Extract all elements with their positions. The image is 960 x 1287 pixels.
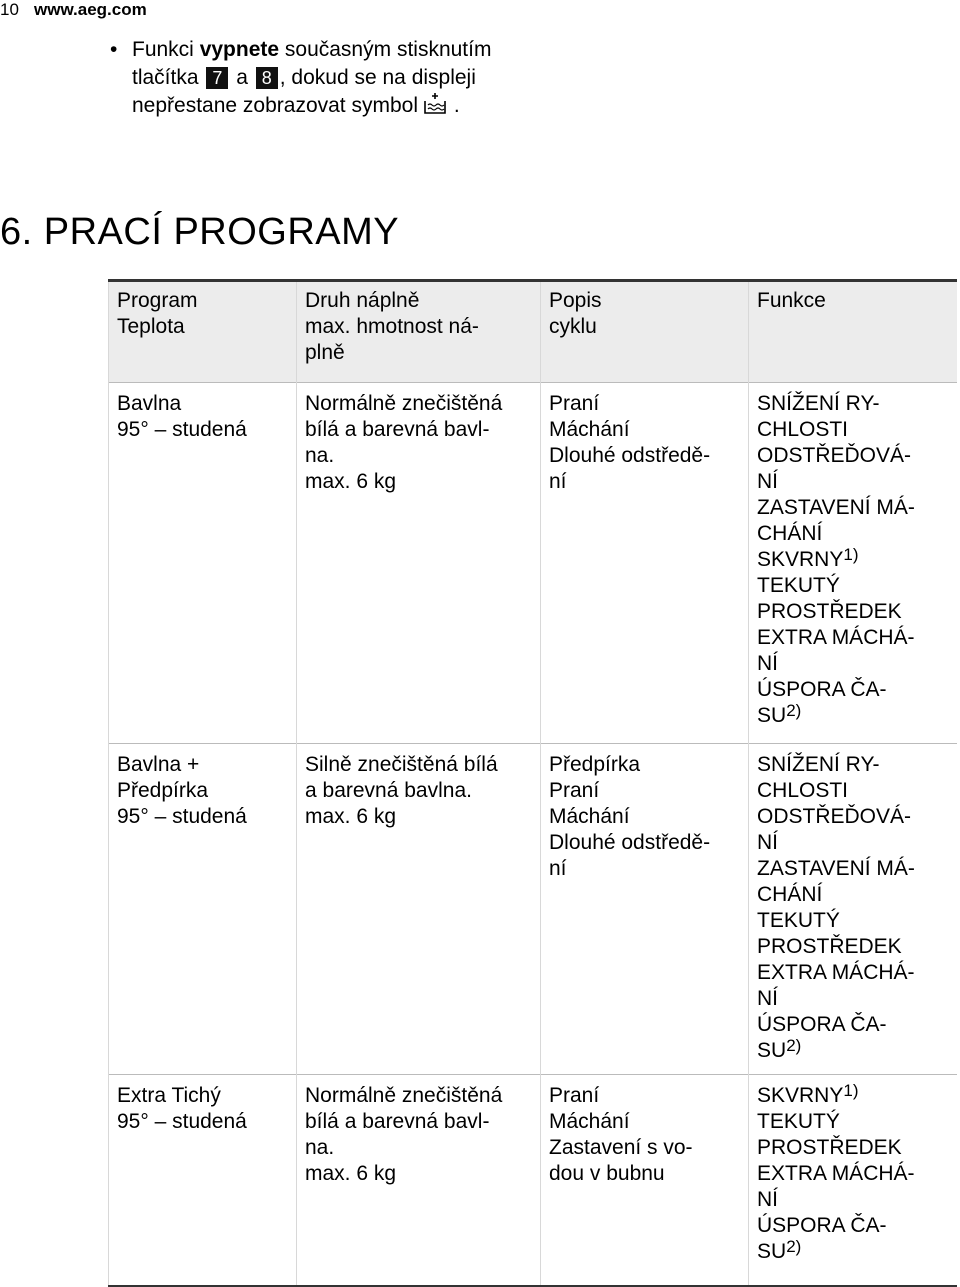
- cell-load: Normálně znečištěná bílá a barevná bavl- na. max. 6 kg: [297, 383, 541, 744]
- cell-functions: SNÍŽENÍ RY- CHLOSTI ODSTŘEĎOVÁ- NÍ ZASTAVENÍ MÁ- CHÁNÍ TEKUTÝ PROSTŘEDEK EXTRA MÁCHÁ- NÍ ÚSPORA ČA- SU$^{2)}$: [749, 744, 957, 1075]
- table-header-row: [109, 281, 957, 383]
- page-number: 10: [0, 0, 19, 19]
- programs-table: [108, 279, 957, 1287]
- table-row: [109, 383, 957, 744]
- table-row: [109, 744, 957, 1075]
- cell-program: Bavlna 95° – studená: [109, 383, 297, 744]
- header-cycle: Popis cyklu: [541, 281, 749, 383]
- section-title: 6. PRACÍ PROGRAMY: [0, 211, 400, 253]
- footnote-mark: 2): [786, 701, 802, 720]
- header-program: Program Teplota: [109, 281, 297, 383]
- key-7-badge: 7: [206, 67, 228, 89]
- cell-load: Normálně znečištěná bílá a barevná bavl- na. max. 6 kg: [297, 1075, 541, 1287]
- cell-cycle: Předpírka Praní Máchání Dlouhé odstředě- ní: [541, 744, 749, 1075]
- cell-cycle: Praní Máchání Dlouhé odstředě- ní: [541, 383, 749, 744]
- footnote-mark: 1): [843, 545, 859, 564]
- footnote-mark: 2): [786, 1036, 802, 1055]
- intro-text: Funkci vypnete současným stisknutím tlačítka 7 a 8 , dokud se na displeji nepřestane zobrazovat symbol .: [132, 36, 612, 124]
- bullet-mark: •: [110, 38, 118, 61]
- cell-cycle: Praní Máchání Zastavení s vo- dou v bubnu: [541, 1075, 749, 1287]
- cell-load: Silně znečištěná bílá a barevná bavlna. max. 6 kg: [297, 744, 541, 1075]
- cell-program: Extra Tichý 95° – studená: [109, 1075, 297, 1287]
- header-load: Druh náplně max. hmotnost ná- plně: [297, 281, 541, 383]
- cell-program: Bavlna + Předpírka 95° – studená: [109, 744, 297, 1075]
- website-link[interactable]: www.aeg.com: [34, 0, 147, 19]
- footnote-mark: 1): [843, 1081, 859, 1100]
- cell-functions: SNÍŽENÍ RY- CHLOSTI ODSTŘEĎOVÁ- NÍ ZASTAVENÍ MÁ- CHÁNÍ SKVRNY$^{1)}$ TEKUTÝ PROSTŘEDEK EXTRA MÁCHÁ- NÍ ÚSPORA ČA- SU$^{2)}$: [749, 383, 957, 744]
- table-row: [109, 1075, 957, 1287]
- child-lock-symbol-icon: [422, 92, 448, 124]
- cell-functions: SKVRNY$^{1)}$ TEKUTÝ PROSTŘEDEK EXTRA MÁCHÁ- NÍ ÚSPORA ČA- SU$^{2)}$: [749, 1075, 957, 1287]
- footnote-mark: 2): [786, 1237, 802, 1256]
- header-functions: Funkce: [749, 281, 957, 383]
- key-8-badge: 8: [256, 67, 278, 89]
- emphasis-vypnete: vypnete: [199, 38, 280, 61]
